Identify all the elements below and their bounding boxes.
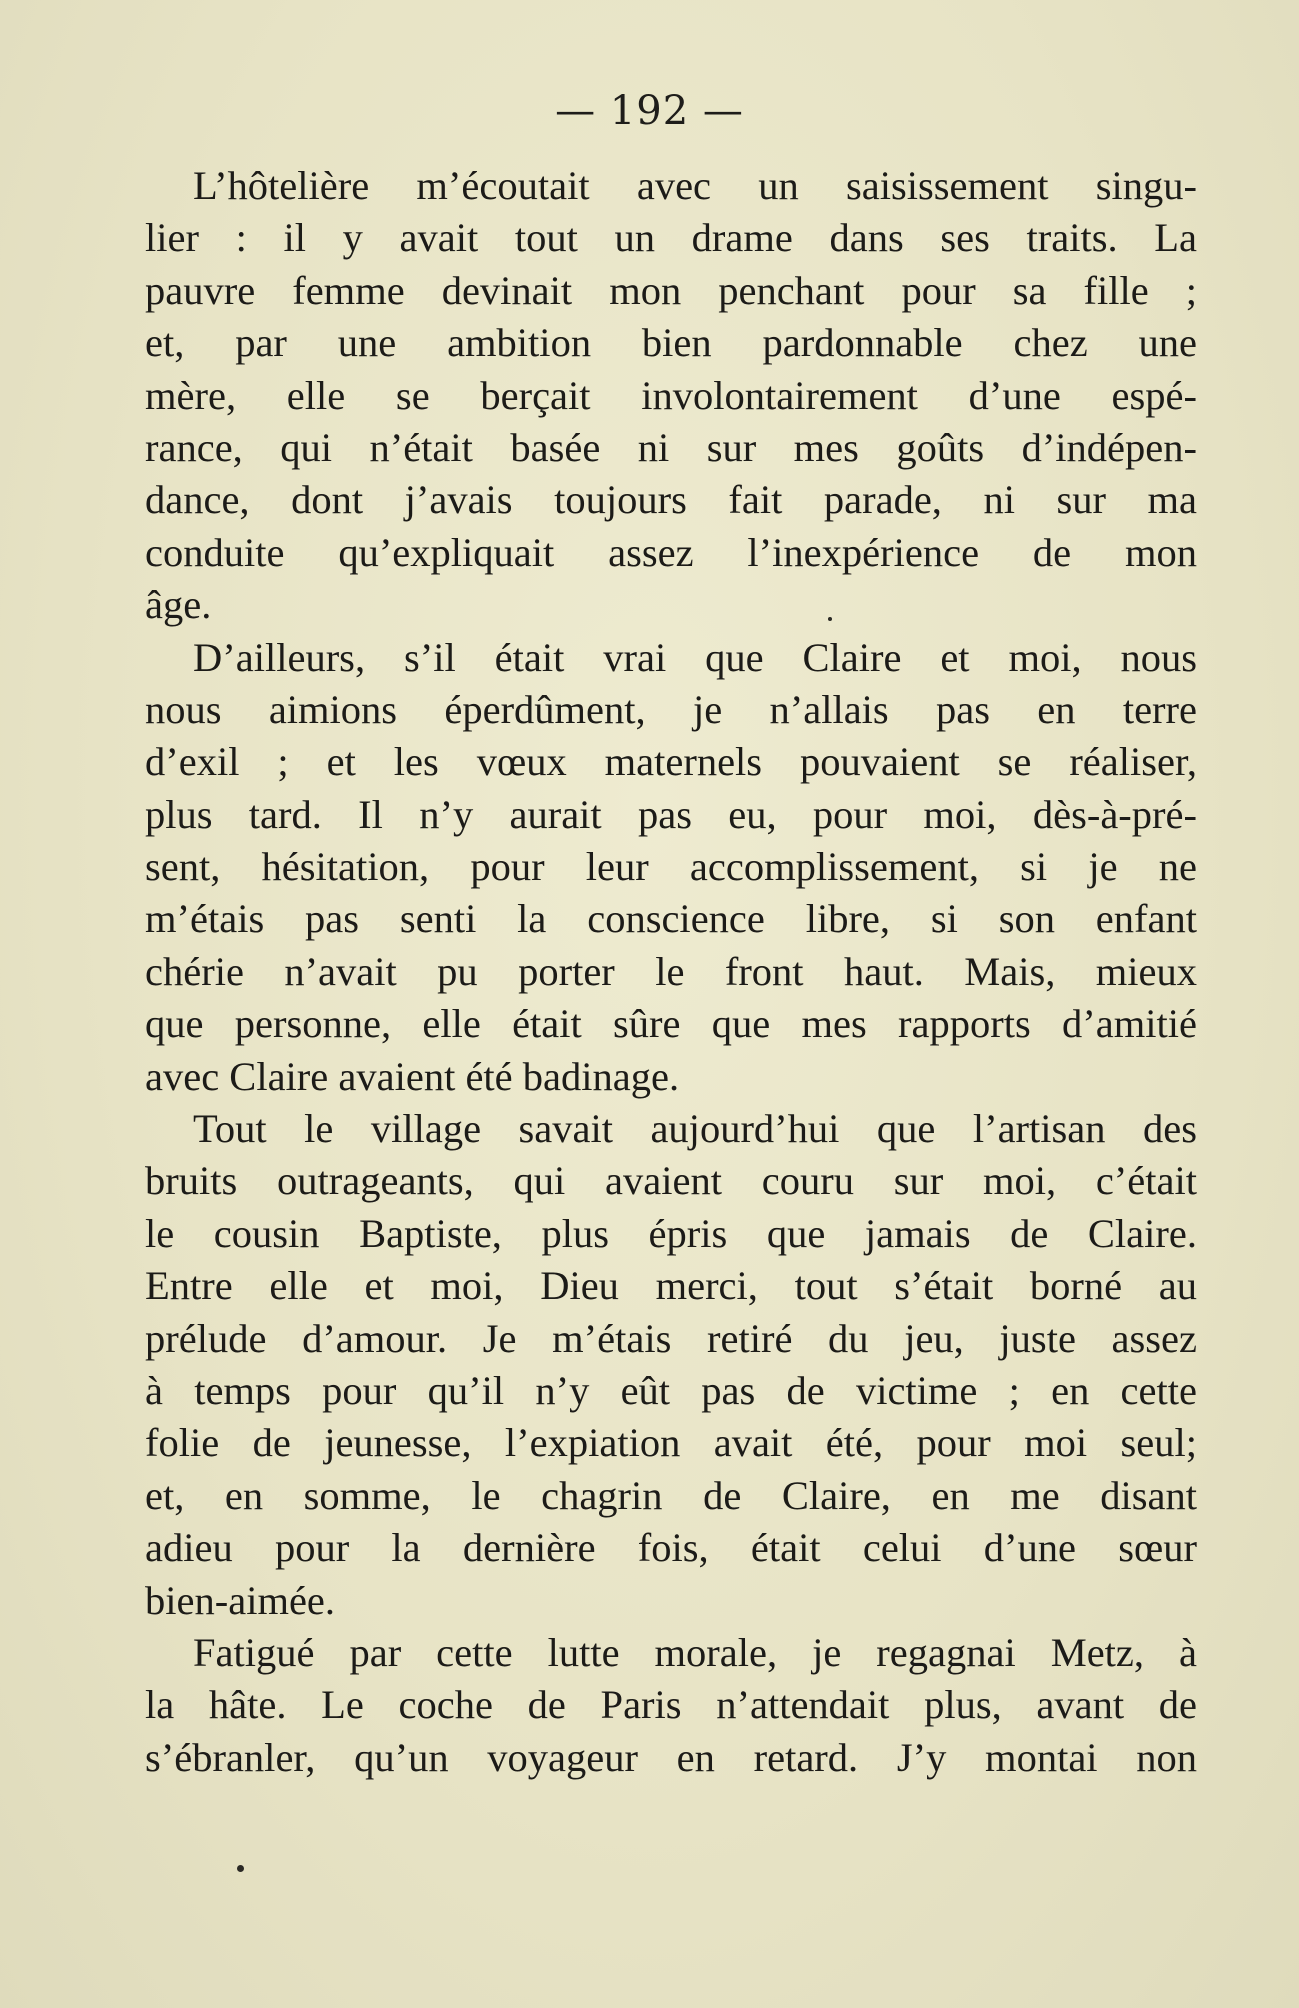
text-line: dance, dont j’avais toujours fait parade, ni sur ma (145, 477, 1197, 523)
text-line: le cousin Baptiste, plus épris que jamais de Claire. (145, 1210, 1197, 1256)
text-line: m’étais pas senti la conscience libre, si son enfant (145, 896, 1197, 942)
text-line: avec Claire avaient été badinage. (145, 1053, 680, 1099)
text-line: plus tard. Il n’y aurait pas eu, pour moi, dès-à-pré- (145, 791, 1197, 837)
body-text (145, 160, 1197, 1784)
text-line: Tout le village savait aujourd’hui que l’artisan des (193, 1106, 1197, 1152)
ink-speck (237, 1865, 244, 1872)
text-line: adieu pour la dernière fois, était celui d’une sœur (145, 1525, 1197, 1571)
text-line: sent, hésitation, pour leur accomplissement, si je ne (145, 844, 1197, 890)
text-line: D’ailleurs, s’il était vrai que Claire et moi, nous (193, 634, 1197, 680)
page-number: — 192 — (555, 88, 744, 134)
text-line: bruits outrageants, qui avaient couru sur moi, c’était (145, 1158, 1197, 1204)
text-line: à temps pour qu’il n’y eût pas de victime ; en cette (145, 1367, 1197, 1413)
text-line: lier : il y avait tout un drame dans ses traits. La (145, 215, 1197, 261)
text-line: pauvre femme devinait mon penchant pour sa fille ; (145, 267, 1197, 313)
text-line: Entre elle et moi, Dieu merci, tout s’était borné au (145, 1263, 1197, 1309)
text-line: rance, qui n’était basée ni sur mes goûts d’indépen- (145, 424, 1197, 470)
text-line: prélude d’amour. Je m’étais retiré du jeu, juste assez (145, 1315, 1197, 1361)
text-line: d’exil ; et les vœux maternels pouvaient se réaliser, (145, 739, 1197, 785)
text-line: Fatigué par cette lutte morale, je regagnai Metz, à (193, 1629, 1197, 1675)
text-line: s’ébranler, qu’un voyageur en retard. J’y montai non (145, 1734, 1197, 1780)
text-line: la hâte. Le coche de Paris n’attendait plus, avant de (145, 1682, 1197, 1728)
text-line: chérie n’avait pu porter le front haut. Mais, mieux (145, 948, 1197, 994)
text-line: bien-aimée. (145, 1577, 336, 1623)
text-line: L’hôtelière m’écoutait avec un saisissement singu- (193, 163, 1197, 208)
text-line: conduite qu’expliquait assez l’inexpérience de mon (145, 529, 1197, 575)
text-line: nous aimions éperdûment, je n’allais pas en terre (145, 686, 1197, 732)
ink-speck (828, 617, 832, 621)
text-line: et, par une ambition bien pardonnable chez une (145, 320, 1197, 366)
text-line: folie de jeunesse, l’expiation avait été, pour moi seul; (145, 1420, 1197, 1466)
text-line: que personne, elle était sûre que mes rapports d’amitié (145, 1001, 1197, 1047)
text-line: mère, elle se berçait involontairement d’une espé- (145, 372, 1197, 418)
text-line: âge. (145, 582, 212, 628)
text-line: et, en somme, le chagrin de Claire, en me disant (145, 1472, 1197, 1518)
